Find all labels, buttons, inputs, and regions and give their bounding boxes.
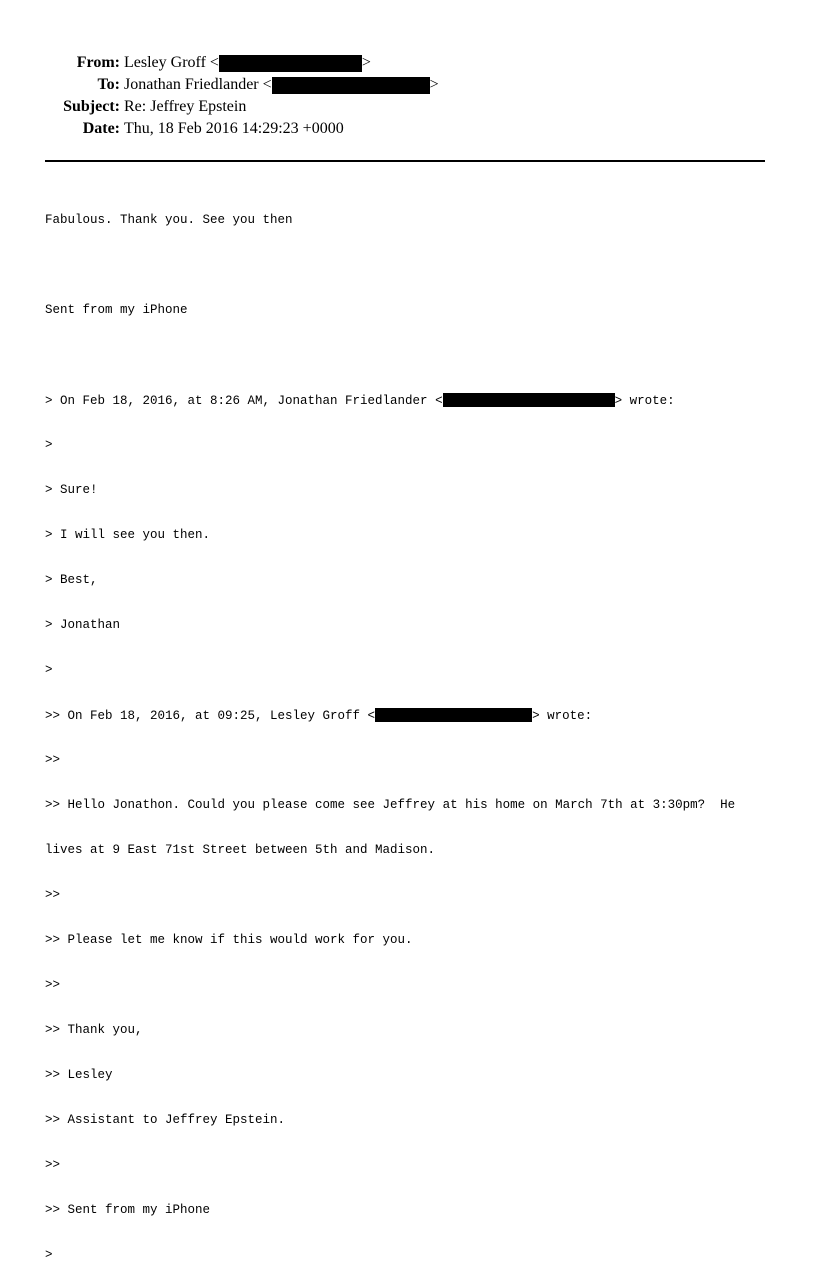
quote-line: >> Sent from my iPhone bbox=[45, 1203, 211, 1217]
header-divider bbox=[45, 160, 765, 162]
quote-line: > Jonathan bbox=[45, 618, 121, 632]
date-label: Date: bbox=[82, 120, 120, 137]
quote-line: > bbox=[45, 663, 53, 677]
to-label: To: bbox=[97, 76, 120, 93]
subject-row bbox=[0, 96, 439, 118]
email-body bbox=[45, 183, 770, 1278]
redaction-box bbox=[375, 708, 532, 722]
to-close: > bbox=[429, 76, 439, 93]
quote-line: >> bbox=[45, 978, 61, 992]
from-close: > bbox=[361, 54, 371, 71]
quote-line: >> bbox=[45, 888, 61, 902]
quote-line: >> Please let me know if this would work for you. bbox=[45, 933, 413, 947]
quote2-intro bbox=[45, 708, 770, 723]
quote-line: > Sure! bbox=[45, 483, 98, 497]
redaction-box bbox=[443, 393, 615, 407]
reply-text: Fabulous. Thank you. See you then bbox=[45, 213, 293, 227]
quote-line: >> Thank you, bbox=[45, 1023, 143, 1037]
to-name: Jonathan Friedlander < bbox=[124, 76, 272, 93]
subject-value: Re: Jeffrey Epstein bbox=[124, 98, 247, 115]
redaction-box bbox=[219, 55, 362, 72]
redaction-box bbox=[272, 77, 430, 94]
quote2-intro-tail: > wrote: bbox=[532, 709, 593, 723]
quote-line: >> bbox=[45, 1158, 61, 1172]
quote-line: > I will see you then. bbox=[45, 528, 211, 542]
quote2-intro-text: >> On Feb 18, 2016, at 09:25, Lesley Groff < bbox=[45, 709, 376, 723]
from-name: Lesley Groff < bbox=[124, 54, 219, 71]
quote-line: > bbox=[45, 438, 53, 452]
quote1-intro-text: > On Feb 18, 2016, at 8:26 AM, Jonathan Friedlander < bbox=[45, 394, 443, 408]
quote1-intro-tail: > wrote: bbox=[614, 394, 675, 408]
quote-line: > Best, bbox=[45, 573, 98, 587]
to-row bbox=[0, 74, 439, 96]
quote-line: >> Lesley bbox=[45, 1068, 113, 1082]
date-row bbox=[0, 118, 439, 140]
email-header bbox=[0, 52, 439, 140]
quote-line: >> Assistant to Jeffrey Epstein. bbox=[45, 1113, 286, 1127]
quote-line: lives at 9 East 71st Street between 5th and Madison. bbox=[45, 843, 436, 857]
quote-line: >> Hello Jonathon. Could you please come see Jeffrey at his home on March 7th at 3:30pm? He bbox=[45, 798, 736, 812]
signature-text: Sent from my iPhone bbox=[45, 303, 188, 317]
from-label: From: bbox=[76, 54, 120, 71]
subject-label: Subject: bbox=[63, 98, 120, 115]
quote-line: > bbox=[45, 1248, 53, 1262]
date-value: Thu, 18 Feb 2016 14:29:23 +0000 bbox=[124, 120, 344, 137]
quote1-intro bbox=[45, 393, 770, 408]
quote-line: >> bbox=[45, 753, 61, 767]
from-row bbox=[0, 52, 439, 74]
